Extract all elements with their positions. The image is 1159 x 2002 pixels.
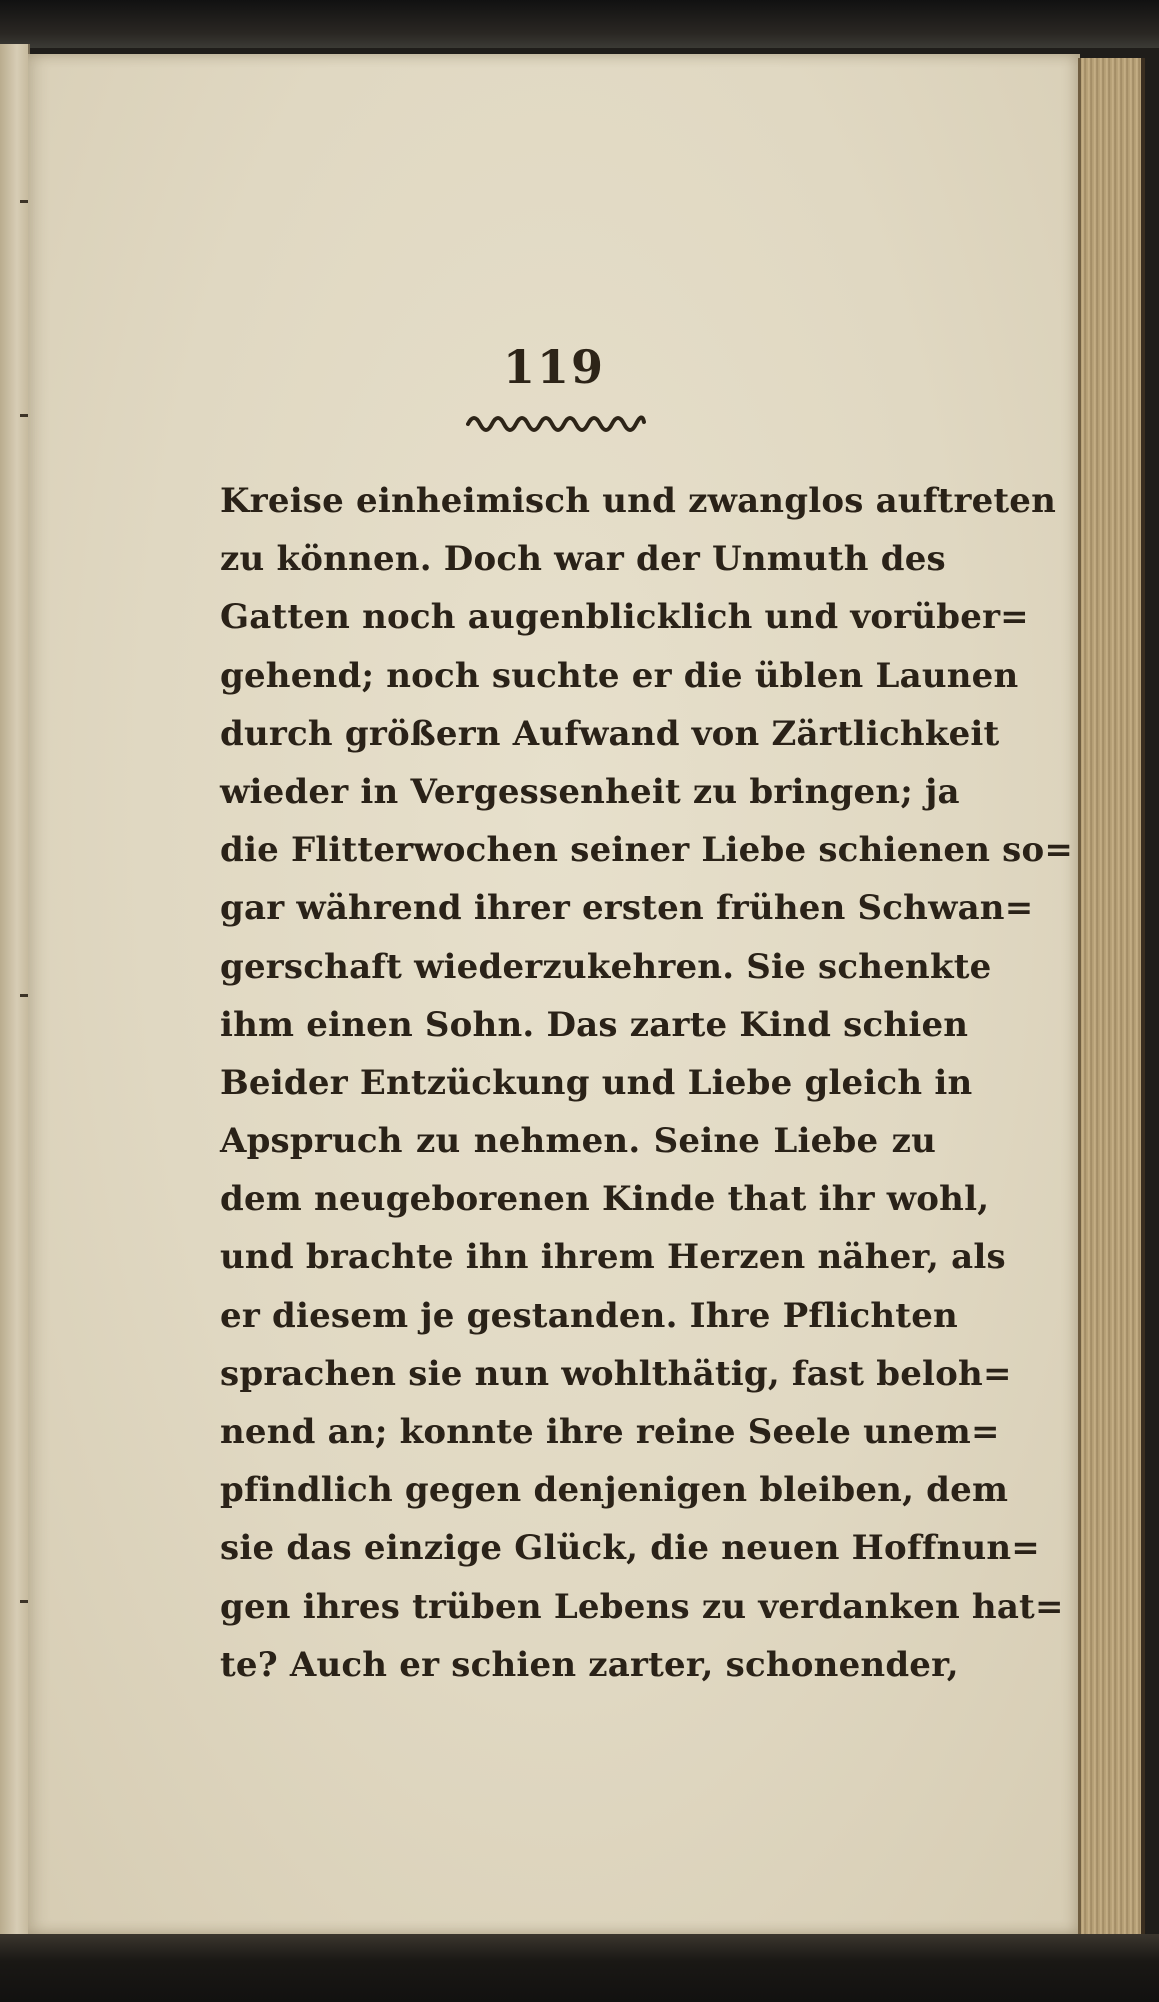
text-line: Gatten noch augenblicklich und vorüber= [220, 597, 1029, 638]
text-line: gerschaft wiederzukehren. Sie schenkte [220, 946, 992, 987]
text-line: te? Auch er schien zarter, schonender, [220, 1644, 959, 1685]
text-line: und brachte ihn ihrem Herzen näher, als [220, 1237, 1006, 1278]
facing-page-edge [0, 44, 30, 1949]
text-line: zu können. Doch war der Unmuth des [220, 539, 946, 580]
scan-bottom-edge [0, 1934, 1159, 2002]
text-line: nend an; konnte ihre reine Seele unem= [220, 1412, 1000, 1452]
text-line: sprachen sie nun wohlthätig, fast beloh= [220, 1353, 1012, 1394]
wavy-rule-ornament-icon [466, 410, 646, 432]
text-line: gen ihres trüben Lebens zu verdanken hat= [220, 1586, 1064, 1627]
text-line: durch größern Aufwand von Zärtlichkeit [220, 713, 1000, 754]
body-text [220, 472, 1074, 1694]
text-line: die Flitterwochen seiner Liebe schienen so= [220, 830, 1074, 871]
text-line: wieder in Vergessenheit zu bringen; ja [220, 771, 960, 812]
page-block-edge [1078, 58, 1145, 1938]
scan-top-edge [0, 0, 1159, 48]
text-line: sie das einzige Glück, die neuen Hoffnun= [220, 1528, 1040, 1569]
text-line: dem neugeborenen Kinde that ihr wohl, [220, 1179, 990, 1220]
text-line: gehend; noch suchte er die üblen Launen [220, 655, 1019, 696]
text-line: Beider Entzückung und Liebe gleich in [220, 1062, 973, 1103]
text-line: er diesem je gestanden. Ihre Pflichten [220, 1295, 958, 1336]
text-line: pfindlich gegen denjenigen bleiben, dem [220, 1470, 1009, 1511]
page-number: 119 [502, 340, 606, 394]
book-page [28, 54, 1080, 1934]
text-line: gar während ihrer ersten frühen Schwan= [220, 888, 1034, 929]
text-line: Kreise einheimisch und zwanglos auftreten [220, 481, 1057, 521]
text-line: Apspruch zu nehmen. Seine Liebe zu [220, 1121, 936, 1162]
text-line: ihm einen Sohn. Das zarte Kind schien [220, 1004, 969, 1045]
